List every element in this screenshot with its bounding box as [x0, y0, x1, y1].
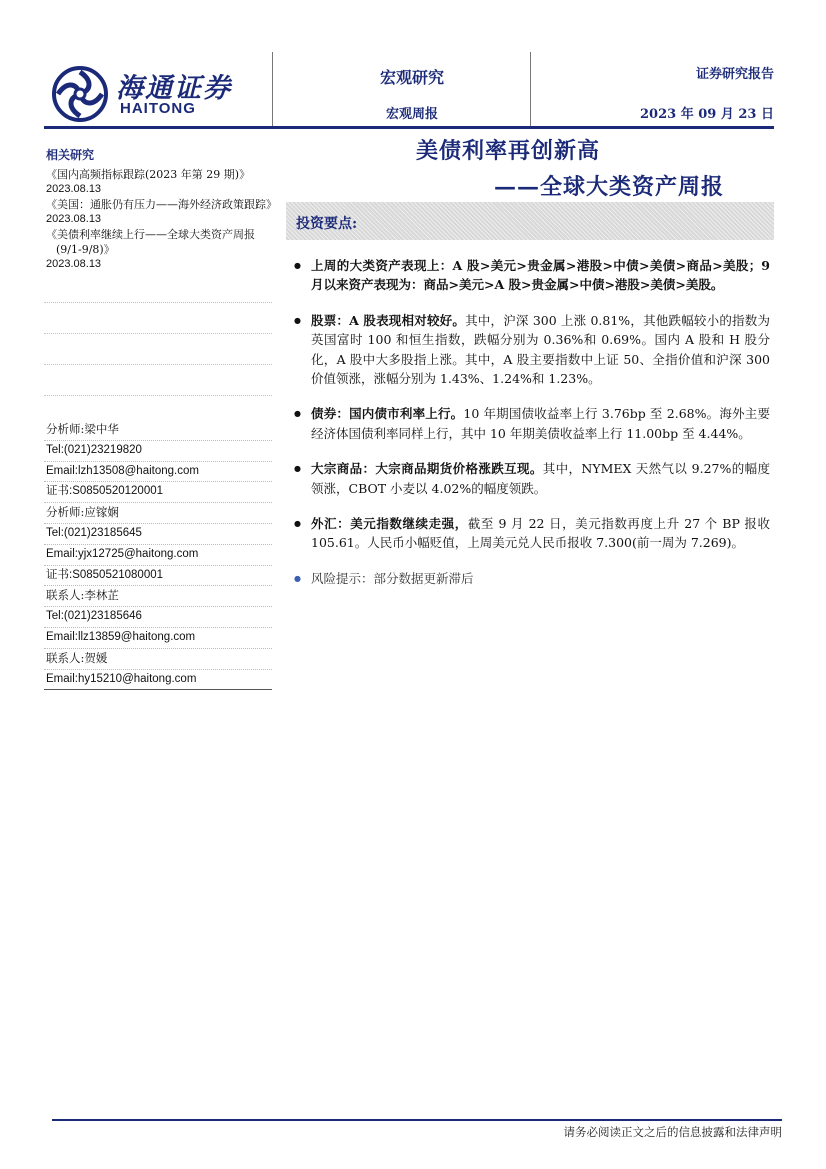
key-point-lead: 股票：A 股表现相对较好。	[311, 312, 466, 328]
header-divider	[530, 52, 531, 126]
risk-warning-text: 风险提示：部分数据更新滞后	[311, 570, 474, 586]
related-item-title: 《美债利率继续上行——全球大类资产周报(9/1-9/8)》	[46, 228, 255, 256]
analyst-email[interactable]: Email:yjx12725@haitong.com	[44, 545, 272, 566]
report-type: 证券研究报告	[695, 67, 774, 82]
analyst-name: 分析师:应镓娴	[44, 503, 272, 524]
analyst-tel: Tel:(021)23185645	[44, 524, 272, 545]
report-title: 美债利率再创新高	[416, 138, 601, 164]
header-rule	[44, 126, 774, 129]
risk-warning	[296, 569, 770, 588]
dotted-divider	[44, 334, 272, 365]
related-item[interactable]	[44, 197, 277, 227]
related-research-heading: 相关研究	[46, 148, 95, 162]
footer-rule	[52, 1119, 782, 1121]
related-item-date: 2023.08.13	[46, 258, 102, 270]
key-point-item	[296, 404, 770, 443]
related-item-title: 《美国：通胀仍有压力——海外经济政策跟踪》	[46, 198, 277, 211]
related-item-date: 2023.08.13	[46, 213, 102, 225]
dotted-divider	[44, 272, 272, 303]
report-date: 2023 年 09 月 23 日	[640, 107, 774, 122]
related-item[interactable]	[44, 227, 272, 272]
report-subtitle: ——全球大类资产周报	[494, 174, 725, 200]
key-point-item	[296, 256, 770, 295]
dotted-divider	[44, 365, 272, 396]
related-item-title: 《国内高频指标跟踪(2023 年第 29 期)》	[46, 168, 251, 181]
key-points-banner	[286, 202, 774, 240]
related-item-date: 2023.08.13	[46, 183, 102, 195]
report-subcategory: 宏观周报	[386, 107, 439, 122]
analyst-email[interactable]: Email:lzh13508@haitong.com	[44, 462, 272, 483]
logo-wordmark-en: HAITONG	[120, 100, 196, 117]
analyst-name: 分析师:梁中华	[44, 420, 272, 441]
analyst-tel: Tel:(021)23219820	[44, 441, 272, 462]
analyst-cert: 证书:S0850520120001	[44, 482, 272, 503]
key-point-text: 其中，NYMEX 天然气以 9.27%的幅度领涨，CBOT 小麦以 4.02%的幅度领跌。	[311, 461, 770, 496]
key-points-list	[296, 256, 770, 604]
key-point-item	[296, 311, 770, 389]
related-research	[44, 146, 277, 396]
key-point-text: 截至 9 月 22 日，美元指数再度上升 27 个 BP 报收 105.61。人民币小幅贬值，上周美元兑人民币报收 7.300(前一周为 7.269)。	[311, 516, 770, 551]
contact-email[interactable]: Email:llz13859@haitong.com	[44, 628, 272, 649]
key-point-lead: 上周的大类资产表现上：A 股>美元>贵金属>港股>中债>美债>商品>美股；9 月以来资产表现为：商品>美元>A 股>贵金属>中债>港股>美债>美股。	[311, 258, 770, 293]
analyst-cert: 证书:S0850521080001	[44, 566, 272, 587]
contact-name: 联系人:李林芷	[44, 586, 272, 607]
footer-disclaimer: 请务必阅读正文之后的信息披露和法律声明	[563, 1125, 782, 1139]
key-point-text: 10 年期国债收益率上行 3.76bp 至 2.68%。海外主要经济体国债利率同样上行，其中 10 年期美债收益率上行 11.00bp 至 4.44%。	[311, 406, 770, 441]
analyst-contacts	[44, 420, 272, 690]
logo-wordmark-cn: 海通证券	[116, 73, 232, 104]
key-point-item	[296, 459, 770, 498]
key-point-lead: 外汇：美元指数继续走强，	[311, 516, 468, 532]
key-points-label: 投资要点:	[296, 216, 358, 232]
contact-email[interactable]: Email:hy15210@haitong.com	[44, 670, 272, 691]
dotted-divider	[44, 303, 272, 334]
key-point-item	[296, 514, 770, 553]
key-point-lead: 债券：国内债市利率上行。	[311, 406, 464, 422]
haitong-logo-icon	[52, 66, 108, 122]
key-point-text: 其中，沪深 300 上涨 0.81%，其他跌幅较小的指数为英国富时 100 和恒生指数，跌幅分别为 0.36%和 0.69%。国内 A 股和 H 股分化，A 股中大多股指上涨。其中，A 股主要指数中上证 50、全指价值和沪深 300 价值领涨，涨幅分别为 1.43%、1.24%和 1.23%。	[311, 312, 770, 387]
contact-tel: Tel:(021)23185646	[44, 607, 272, 628]
header-divider	[272, 52, 273, 126]
contact-name: 联系人:贺媛	[44, 649, 272, 670]
report-category: 宏观研究	[380, 68, 445, 87]
related-item[interactable]	[44, 167, 272, 197]
key-point-lead: 大宗商品：大宗商品期货价格涨跌互现。	[311, 461, 543, 477]
